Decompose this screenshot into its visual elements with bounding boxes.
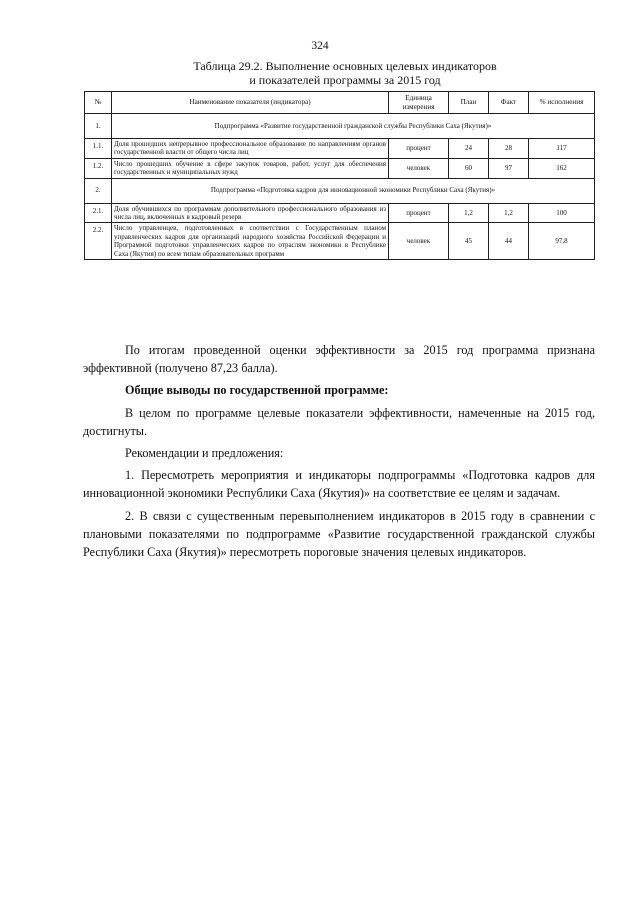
header-plan: План (449, 92, 489, 114)
row-plan: 24 (449, 139, 489, 159)
row-unit: человек (389, 158, 449, 178)
row-unit: человек (389, 223, 449, 260)
row-plan: 1,2 (449, 203, 489, 223)
row-name: Число управленцев, подготовленных в соответствии с Государственным планом управленческих кадров для организаций народного хозяйства Российской Федерации и Программой подготовки управленческих кадров по отраслям экономики в Республике Саха (Якутия) по всем типам образовательных программ (112, 223, 389, 260)
header-unit: Единица измерения (389, 92, 449, 114)
caption-line-1: Таблица 29.2. Выполнение основных целевых индикаторов (193, 59, 497, 73)
header-percent: % исполнения (529, 92, 595, 114)
recommendation-2: 2. В связи с существенным перевыполнением индикаторов в 2015 году в сравнении с плановыми показателями по подпрограмме «Развитие государственной гражданской службы Республики Саха (Якутия)» пересмотреть пороговые значения целевых индикаторов. (83, 508, 595, 560)
subprogram-num: 1. (85, 114, 112, 139)
row-name: Доля обучившихся по программам дополнительного профессионального образования из числа лиц, включенных в кадровый резерв (112, 203, 389, 223)
row-fact: 28 (489, 139, 529, 159)
row-percent: 117 (529, 139, 595, 159)
table-row (85, 158, 595, 178)
conclusions-heading: Общие выводы по государственной программе: (125, 383, 389, 398)
row-plan: 60 (449, 158, 489, 178)
row-num: 1.2. (85, 158, 112, 178)
row-num: 2.2. (85, 223, 112, 260)
header-fact: Факт (489, 92, 529, 114)
table-row (85, 203, 595, 223)
row-fact: 1,2 (489, 203, 529, 223)
row-num: 1.1. (85, 139, 112, 159)
row-name: Число прошедших обучение в сфере закупок товаров, работ, услуг для обеспечения государственных и муниципальных нужд (112, 158, 389, 178)
subprogram-num: 2. (85, 178, 112, 203)
row-percent: 97,8 (529, 223, 595, 260)
header-num: № (85, 92, 112, 114)
table-row (85, 223, 595, 260)
header-name: Наименование показателя (индикатора) (112, 92, 389, 114)
conclusion-paragraph: В целом по программе целевые показатели эффективности, намеченные на 2015 год, достигнуты. (83, 405, 595, 438)
row-unit: процент (389, 139, 449, 159)
indicators-table (84, 91, 595, 260)
recommendations-heading: Рекомендации и предложения: (125, 446, 284, 461)
table-row (85, 139, 595, 159)
subprogram-title: Подпрограмма «Развитие государственной гражданской службы Республики Саха (Якутия)» (112, 114, 595, 139)
subprogram-row (85, 114, 595, 139)
row-fact: 97 (489, 158, 529, 178)
table-caption (90, 59, 600, 87)
caption-line-2: и показателей программы за 2015 год (249, 73, 441, 87)
recommendation-1: 1. Пересмотреть мероприятия и индикаторы подпрограммы «Подготовка кадров для инновационной экономики Республики Саха (Якутия)» на соответствие ее целям и задачам. (83, 468, 595, 501)
subprogram-row (85, 178, 595, 203)
body-text (83, 341, 595, 565)
page-number: 324 (311, 40, 329, 52)
row-unit: процент (389, 203, 449, 223)
row-num: 2.1. (85, 203, 112, 223)
row-fact: 44 (489, 223, 529, 260)
row-percent: 100 (529, 203, 595, 223)
row-name: Доля прошедших непрерывное профессиональное образование по направлениям органов государственной власти от общего числа лиц (112, 139, 389, 159)
evaluation-paragraph: По итогам проведенной оценки эффективности за 2015 год программа признана эффективной (получено 87,23 балла). (83, 343, 595, 376)
table-header-row (85, 92, 595, 114)
subprogram-title: Подпрограмма «Подготовка кадров для инновационной экономики Республики Саха (Якутия)» (112, 178, 595, 203)
row-percent: 162 (529, 158, 595, 178)
row-plan: 45 (449, 223, 489, 260)
